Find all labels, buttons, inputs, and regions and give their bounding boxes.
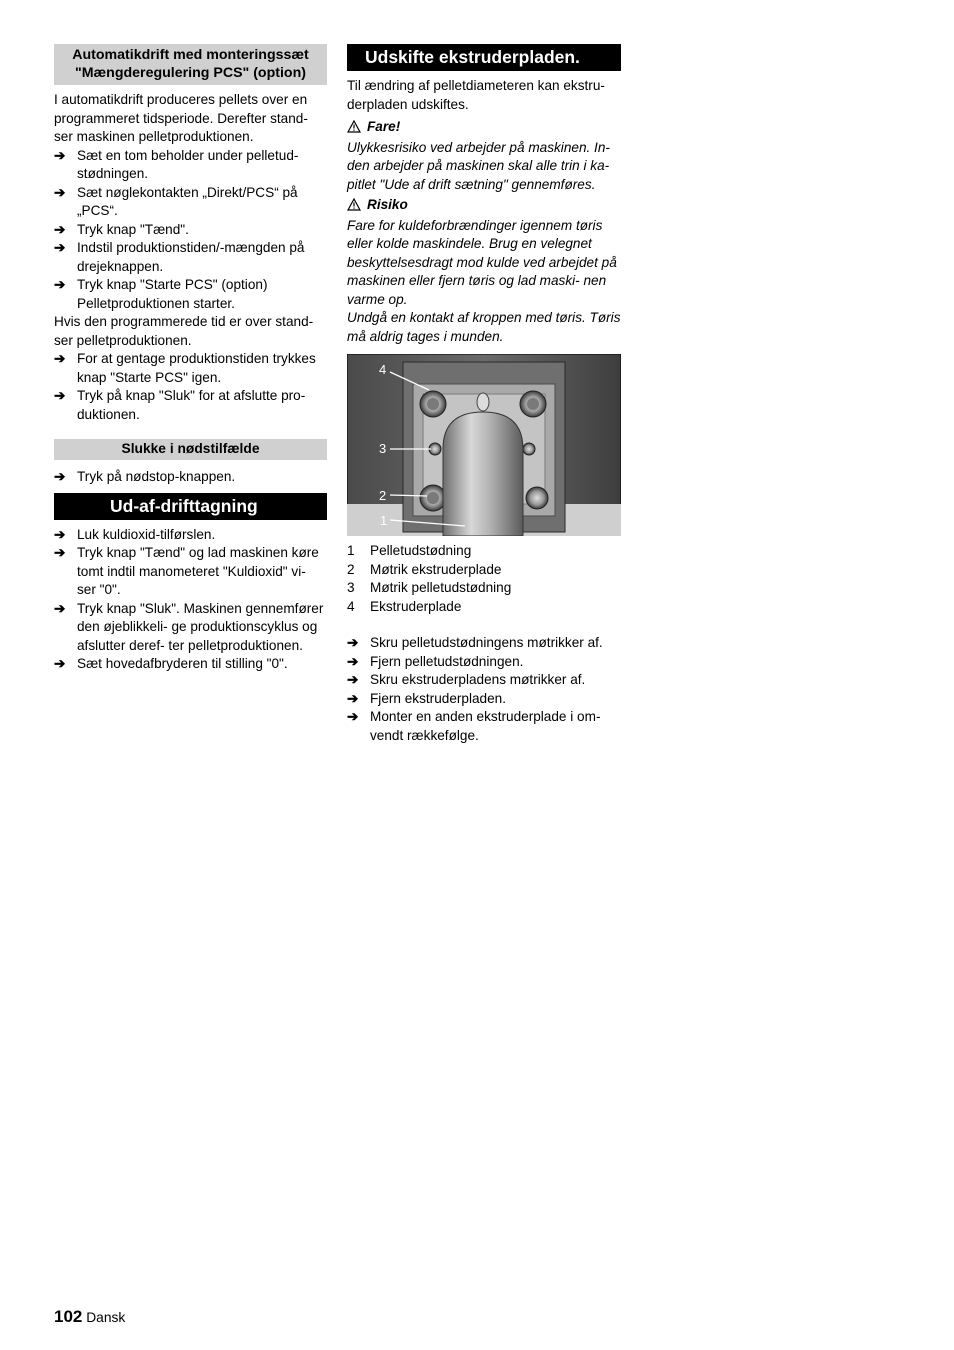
steps-emergency (54, 468, 327, 487)
step-item: ➔ Sæt hovedafbryderen til stilling "0". (54, 655, 327, 674)
callout-4: 4 (379, 362, 387, 377)
step-item: ➔ Tryk på nødstop-knappen. (54, 468, 327, 487)
arrow-right-icon: ➔ (54, 600, 66, 616)
arrow-right-icon: ➔ (54, 147, 66, 163)
danger-label: Fare! (347, 118, 621, 137)
section-heading-decommission: Ud-af-drifttagning (54, 493, 327, 520)
step-item: ➔ Fjern pelletudstødningen. (347, 653, 621, 672)
danger-text: Ulykkesrisiko ved arbejder på maskinen. In- den arbejder på maskinen skal alle trin i ka- pitlet "Ude af drift sætning" gennemføres. (347, 139, 610, 192)
step-item: ➔ Monter en anden ekstruderplade i om- vendt rækkefølge. (347, 709, 601, 743)
step-item: ➔ Indstil produktionstiden/-mængden på drejeknappen. (54, 240, 305, 274)
arrow-right-icon: ➔ (347, 690, 359, 706)
step-item: ➔ Tryk knap "Tænd". (54, 221, 327, 240)
arrow-right-icon: ➔ (347, 672, 359, 687)
callout-3: 3 (379, 441, 387, 456)
legend-item: 4 Ekstruderplade (347, 598, 462, 614)
step-item: ➔ Sæt nøglekontakten „Direkt/PCS“ på „PCS“. (54, 184, 298, 218)
arrow-right-icon: ➔ (54, 656, 66, 671)
steps-automatic (54, 147, 327, 314)
risk-text-2: Undgå en kontakt af kroppen med tøris. Tøris må aldrig tages i munden. (347, 310, 621, 344)
step-item: ➔ Tryk knap "Sluk". Maskinen gennemfører den øjeblikkeli- ge produktionscyklus og afslutter deref- ter pelletproduktionen. (54, 600, 324, 653)
callout-1: 1 (380, 513, 388, 528)
step-item: ➔ Tryk knap "Tænd" og lad maskinen køre tomt indtil manometeret "Kuldioxid" vi- ser "0". (54, 545, 319, 597)
extruder-photo (347, 354, 621, 536)
step-item: ➔ Sæt en tom beholder under pelletud- stødningen. (54, 147, 299, 181)
extruder-intro: Til ændring af pelletdiameteren kan ekstru- derpladen udskiftes. (347, 78, 605, 112)
left-column (54, 44, 327, 674)
section-heading-automatic: Automatikdrift med monteringssæt "Mængderegulering PCS" (option) (54, 44, 327, 85)
section-heading-emergency: Slukke i nødstilfælde (54, 439, 327, 460)
arrow-right-icon: ➔ (54, 277, 66, 292)
arrow-right-icon: ➔ (54, 526, 66, 542)
steps-repeat (54, 350, 327, 424)
arrow-right-icon: ➔ (347, 635, 359, 650)
page-footer (54, 1307, 125, 1327)
risk-label: Risiko (347, 196, 621, 215)
mid-paragraph: Hvis den programmerede tid er over stand- ser pelletproduktionen. (54, 314, 314, 348)
warning-triangle-icon (347, 120, 361, 133)
arrow-right-icon: ➔ (54, 240, 66, 255)
step-item: ➔ For at gentage produktionstiden trykkes knap "Starte PCS" igen. (54, 351, 316, 385)
step-item: ➔ Tryk på knap "Sluk" for at afslutte pro- duktionen. (54, 388, 306, 422)
arrow-right-icon: ➔ (347, 653, 359, 669)
right-column (347, 44, 621, 745)
arrow-right-icon: ➔ (54, 469, 66, 484)
arrow-right-icon: ➔ (54, 351, 66, 366)
arrow-right-icon: ➔ (347, 709, 359, 724)
step-item: ➔ Tryk knap "Starte PCS" (option) Pelletproduktionen starter. (54, 277, 268, 311)
legend-item: 2 Møtrik ekstruderplade (347, 561, 502, 577)
step-item: ➔ Skru pelletudstødningens møtrikker af. (347, 634, 621, 653)
step-item: ➔ Skru ekstruderpladens møtrikker af. (347, 671, 621, 690)
risk-text: Fare for kuldeforbrændinger igennem tøris eller kolde maskindele. Brug en velegnet beskyttelsesdragt mod kulde ved arbejdet på maskinen eller fjern tøris og lad maski- nen varme op. (347, 217, 617, 307)
step-item: ➔ Fjern ekstruderpladen. (347, 690, 621, 709)
legend-item: 3 Møtrik pelletudstødning (347, 580, 512, 595)
step-item: ➔ Luk kuldioxid-tilførslen. (54, 526, 327, 545)
page-number: 102 (54, 1307, 83, 1326)
arrow-right-icon: ➔ (54, 388, 66, 403)
legend-item: 1 Pelletudstødning (347, 543, 472, 558)
intro-paragraph: I automatikdrift produceres pellets over en programmeret tidsperiode. Derefter stand- ser maskinen pelletproduktionen. (54, 92, 308, 144)
arrow-right-icon: ➔ (54, 545, 66, 560)
footer-language: Dansk (86, 1310, 126, 1325)
warning-triangle-icon (347, 198, 361, 211)
arrow-right-icon: ➔ (54, 221, 66, 237)
callout-2: 2 (379, 488, 387, 503)
photo-legend (347, 542, 621, 616)
section-heading-extruder: Udskifte ekstruderpladen. (347, 44, 621, 71)
arrow-right-icon: ➔ (54, 184, 66, 200)
steps-extruder (347, 634, 621, 745)
steps-decommission (54, 526, 327, 674)
